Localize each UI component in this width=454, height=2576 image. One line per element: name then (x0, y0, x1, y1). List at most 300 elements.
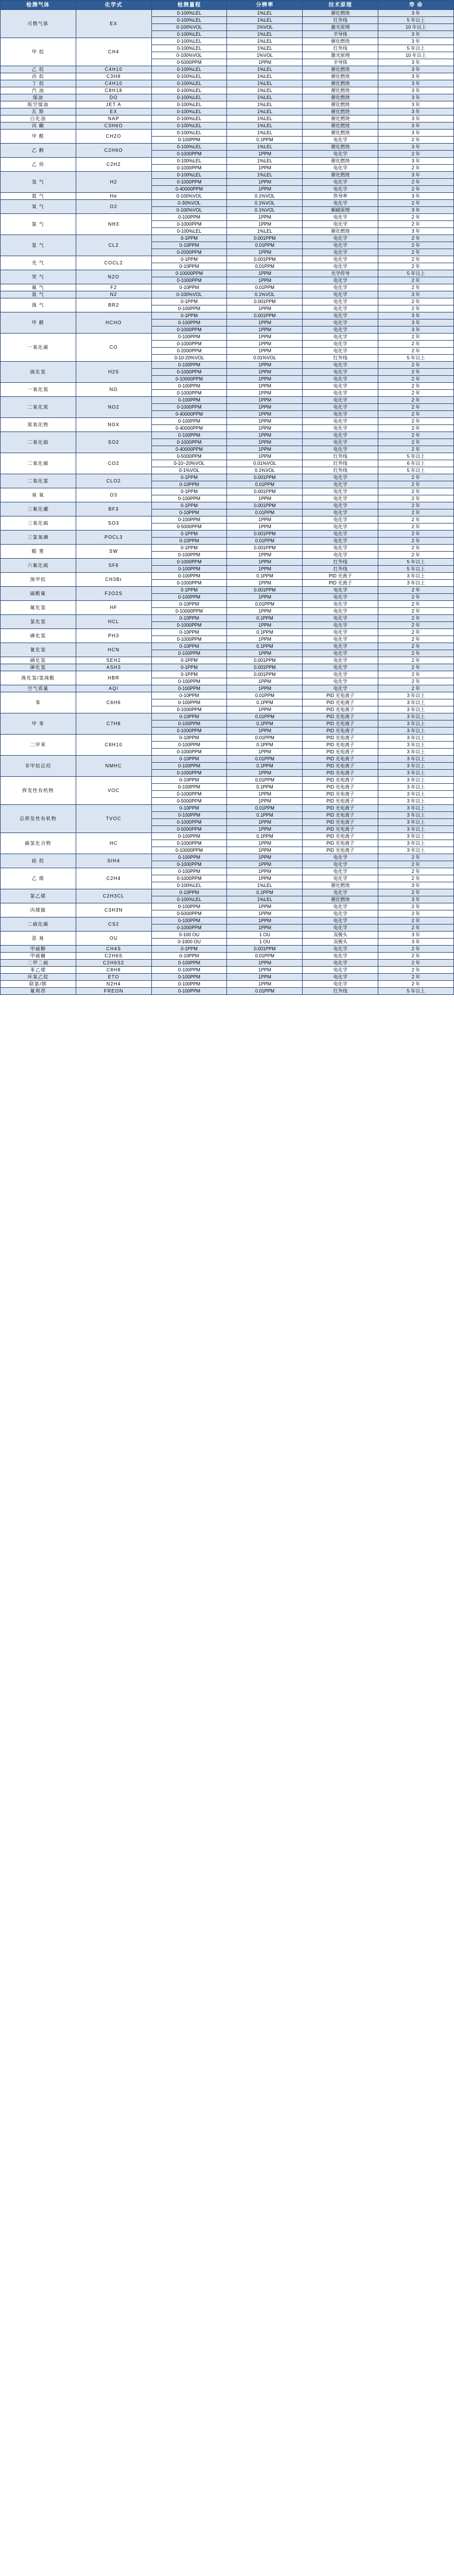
cell-lifetime: 3 年以上 (378, 791, 454, 798)
cell-resolution: 1PPM (227, 59, 303, 66)
cell-detection-range: 0-100PPM (151, 763, 227, 770)
cell-technology: 电化学 (303, 587, 378, 594)
cell-detection-range: 0-10PPM (151, 953, 227, 960)
cell-detection-range: 0-1000PPM (151, 165, 227, 172)
cell-lifetime: 2 年 (378, 235, 454, 242)
cell-detection-range: 0-5000PPM (151, 524, 227, 531)
cell-detection-range: 0-100PPM (151, 974, 227, 981)
cell-lifetime: 2 年 (378, 495, 454, 502)
cell-gas-name: 苯 (1, 692, 76, 713)
cell-detection-range: 0-1000PPM (151, 791, 227, 798)
cell-chemical-formula: C8H18 (76, 87, 151, 94)
cell-technology: 双极头 (303, 932, 378, 939)
cell-detection-range: 0-10PPM (151, 643, 227, 650)
cell-technology: 电化学 (303, 411, 378, 418)
cell-technology: PID 光离子 (303, 580, 378, 587)
cell-lifetime: 5 年以上 (378, 566, 454, 573)
table-header-row (1, 1, 454, 10)
cell-lifetime: 2 年 (378, 165, 454, 172)
cell-resolution: 1PPM (227, 847, 303, 854)
cell-resolution: 1PPM (227, 186, 303, 193)
cell-resolution: 1PPM (227, 516, 303, 524)
cell-lifetime: 2 年 (378, 524, 454, 531)
cell-detection-range: 0-10PPM (151, 777, 227, 784)
cell-detection-range: 0-100PPM (151, 650, 227, 657)
cell-resolution: 1%LEL (227, 73, 303, 80)
cell-resolution: 0.1%VOL (227, 193, 303, 200)
cell-detection-range: 0-1PPM (151, 664, 227, 671)
cell-resolution: 1%LEL (227, 228, 303, 235)
cell-resolution: 0.1PPM (227, 742, 303, 749)
cell-resolution: 0.01PPM (227, 263, 303, 270)
cell-detection-range: 0-10PPM (151, 692, 227, 699)
cell-technology: 电化学 (303, 538, 378, 545)
cell-lifetime: 3 年 (378, 327, 454, 334)
cell-technology: 光学传导 (303, 270, 378, 277)
cell-resolution: 1PPM (227, 854, 303, 861)
cell-chemical-formula: NOX (76, 418, 151, 432)
table-row (1, 713, 454, 721)
table-row (1, 453, 454, 460)
cell-gas-name: 二氧化氮 (1, 397, 76, 418)
cell-detection-range: 0-10PPM (151, 713, 227, 721)
cell-lifetime: 2 年 (378, 284, 454, 291)
cell-resolution: 0.1PPM (227, 833, 303, 840)
cell-lifetime: 2 年 (378, 861, 454, 868)
cell-chemical-formula: O3 (76, 488, 151, 502)
cell-gas-name: 溴化氢/氢溴酸 (1, 671, 76, 685)
table-row (1, 235, 454, 242)
cell-lifetime: 2 年 (378, 397, 454, 404)
cell-lifetime: 2 年 (378, 137, 454, 144)
table-row (1, 334, 454, 341)
cell-lifetime: 3 年以上 (378, 833, 454, 840)
cell-technology: 电化学 (303, 516, 378, 524)
cell-resolution: 1PPM (227, 439, 303, 446)
cell-lifetime: 3 年 (378, 38, 454, 45)
cell-resolution: 1%LEL (227, 31, 303, 38)
cell-lifetime: 3 年以上 (378, 826, 454, 833)
cell-detection-range: 0-100%LEL (151, 10, 227, 17)
cell-detection-range: 0-100PPM (151, 981, 227, 988)
cell-resolution: 0.01PPM (227, 713, 303, 721)
cell-detection-range: 0-1000PPM (151, 622, 227, 629)
cell-lifetime: 6 年以上 (378, 460, 454, 467)
cell-detection-range: 0-5000PPM (151, 453, 227, 460)
cell-resolution: 1%LEL (227, 158, 303, 165)
cell-chemical-formula: F2 (76, 284, 151, 291)
cell-resolution: 1%LEL (227, 144, 303, 151)
table-row (1, 101, 454, 108)
cell-lifetime: 3 年以上 (378, 580, 454, 587)
cell-gas-name: 总挥发性有机物 (1, 805, 76, 833)
cell-technology: 红外线 (303, 467, 378, 474)
cell-lifetime: 2 年 (378, 622, 454, 629)
cell-resolution: 1PPM (227, 277, 303, 284)
cell-technology: 催化燃烧 (303, 87, 378, 94)
cell-detection-range: 0-1000PPM (151, 840, 227, 847)
cell-gas-name: 航空煤油 (1, 101, 76, 108)
cell-chemical-formula: CH3Br (76, 573, 151, 587)
cell-lifetime: 2 年 (378, 953, 454, 960)
cell-chemical-formula: NH3 (76, 214, 151, 235)
cell-resolution: 1PPM (227, 221, 303, 228)
cell-lifetime: 3 年以上 (378, 805, 454, 812)
cell-lifetime: 3 年 (378, 10, 454, 17)
cell-gas-name: 恶 臭 (1, 932, 76, 946)
cell-detection-range: 0-100%LEL (151, 130, 227, 137)
cell-lifetime: 2 年 (378, 263, 454, 270)
cell-gas-name: 丁 烷 (1, 80, 76, 87)
cell-detection-range: 0-10-20%VOL (151, 355, 227, 362)
cell-technology: 电化学 (303, 622, 378, 629)
cell-detection-range: 0-10000PPM (151, 376, 227, 383)
cell-lifetime: 5 年以上 (378, 355, 454, 362)
cell-resolution: 1PPM (227, 608, 303, 615)
table-row (1, 108, 454, 115)
cell-resolution: 1PPM (227, 446, 303, 453)
cell-technology: 半导体 (303, 31, 378, 38)
cell-resolution: 1PPM (227, 418, 303, 425)
cell-lifetime: 2 年 (378, 439, 454, 446)
cell-technology: 催化燃烧 (303, 123, 378, 130)
cell-lifetime: 3 年 (378, 207, 454, 214)
cell-detection-range: 0-5000PPM (151, 826, 227, 833)
cell-detection-range: 0-1000PPM (151, 341, 227, 348)
cell-technology: 热导率 (303, 193, 378, 200)
cell-lifetime: 3 年以上 (378, 749, 454, 756)
cell-detection-range: 0-100PPM (151, 566, 227, 573)
cell-detection-range: 0-100%LEL (151, 31, 227, 38)
table-row (1, 777, 454, 784)
cell-gas-name: 乙 烯 (1, 868, 76, 889)
cell-chemical-formula: C7H8 (76, 713, 151, 735)
cell-chemical-formula: C2H2 (76, 158, 151, 172)
cell-detection-range: 0-1000PPM (151, 327, 227, 334)
cell-technology: 电化学 (303, 151, 378, 158)
cell-detection-range: 0-1PPM (151, 502, 227, 509)
cell-detection-range: 0-100PPM (151, 967, 227, 974)
cell-detection-range: 0-100PPM (151, 685, 227, 692)
cell-detection-range: 0-10PPM (151, 284, 227, 291)
cell-resolution: 1PPM (227, 960, 303, 967)
cell-chemical-formula: C2H4 (76, 868, 151, 889)
cell-detection-range: 0-10PPM (151, 629, 227, 636)
cell-technology: 电化学 (303, 960, 378, 967)
table-row (1, 756, 454, 763)
table-row (1, 932, 454, 939)
cell-technology: 电化学 (303, 390, 378, 397)
cell-detection-range: 0-10PPM (151, 889, 227, 896)
cell-lifetime: 2 年 (378, 601, 454, 608)
table-row (1, 87, 454, 94)
cell-chemical-formula: EX (76, 108, 151, 115)
table-row (1, 516, 454, 524)
cell-lifetime: 2 年 (378, 334, 454, 341)
cell-technology: 电化学 (303, 369, 378, 376)
cell-gas-name: 汽 油 (1, 87, 76, 94)
table-body (1, 10, 454, 995)
cell-lifetime: 2 年 (378, 636, 454, 643)
column-header-range: 检测量程 (151, 1, 227, 10)
cell-lifetime: 3 年 (378, 31, 454, 38)
table-row (1, 115, 454, 123)
cell-detection-range: 0-2000PPM (151, 348, 227, 355)
cell-lifetime: 3 年以上 (378, 777, 454, 784)
cell-detection-range: 0-5000PPM (151, 910, 227, 917)
cell-chemical-formula: CH4S (76, 946, 151, 953)
cell-gas-name: 氟化氢 (1, 601, 76, 615)
cell-technology: 电化学 (303, 615, 378, 622)
cell-detection-range: 0-1000 OU (151, 939, 227, 946)
cell-gas-name: 三氧化硫 (1, 516, 76, 531)
cell-detection-range: 0-100%LEL (151, 66, 227, 73)
cell-technology: PID 光电离子 (303, 728, 378, 735)
cell-resolution: 1PPM (227, 362, 303, 369)
cell-technology: PID 光电离子 (303, 735, 378, 742)
cell-lifetime: 3 年 (378, 87, 454, 94)
cell-resolution: 1PPM (227, 404, 303, 411)
cell-chemical-formula: F2O2S (76, 587, 151, 601)
cell-lifetime: 2 年 (378, 910, 454, 917)
cell-detection-range: 0-10PPM (151, 538, 227, 545)
cell-lifetime: 3 年以上 (378, 721, 454, 728)
cell-lifetime: 2 年 (378, 925, 454, 932)
cell-resolution: 1PPM (227, 524, 303, 531)
cell-resolution: 0.001PPM (227, 664, 303, 671)
cell-resolution: 1%LEL (227, 101, 303, 108)
cell-detection-range: 0-100PPM (151, 742, 227, 749)
cell-resolution: 1%VOL (227, 24, 303, 31)
cell-resolution: 1%VOL (227, 52, 303, 59)
cell-technology: PID 光电离子 (303, 706, 378, 713)
cell-technology: 电化学 (303, 214, 378, 221)
cell-technology: 电化学 (303, 298, 378, 305)
cell-lifetime: 2 年 (378, 383, 454, 390)
cell-resolution: 1%LEL (227, 94, 303, 101)
cell-detection-range: 0-1PPM (151, 587, 227, 594)
cell-chemical-formula: FREON (76, 988, 151, 995)
cell-technology: 电化学 (303, 608, 378, 615)
cell-resolution: 1PPM (227, 249, 303, 256)
cell-detection-range: 0-100PPM (151, 397, 227, 404)
cell-gas-name: 二硫化碳 (1, 917, 76, 932)
cell-detection-range: 0-1000PPM (151, 277, 227, 284)
cell-chemical-formula: C2H6S (76, 953, 151, 960)
cell-lifetime: 2 年 (378, 608, 454, 615)
cell-chemical-formula: SEH2 (76, 657, 151, 664)
cell-resolution: 1PPM (227, 383, 303, 390)
cell-technology: 电化学 (303, 263, 378, 270)
cell-lifetime: 3 年 (378, 115, 454, 123)
cell-technology: 电化学 (303, 601, 378, 608)
cell-resolution: 1PPM (227, 678, 303, 685)
cell-technology: 电化学 (303, 256, 378, 263)
cell-lifetime: 3 年以上 (378, 770, 454, 777)
cell-lifetime: 2 年 (378, 657, 454, 664)
cell-lifetime: 2 年 (378, 685, 454, 692)
cell-resolution: 1PPM (227, 453, 303, 460)
cell-chemical-formula: NAP (76, 115, 151, 123)
column-header-lifetime: 寿 命 (378, 1, 454, 10)
cell-gas-name: 碳氢化合物 (1, 833, 76, 854)
cell-detection-range: 0-100PPM (151, 362, 227, 369)
cell-detection-range: 0-100PPM (151, 833, 227, 840)
cell-detection-range: 0-100%LEL (151, 87, 227, 94)
cell-gas-name: 三氯氧磷 (1, 531, 76, 545)
cell-technology: 电化学 (303, 495, 378, 502)
cell-gas-name: 乙 炔 (1, 158, 76, 172)
cell-technology: 电化学 (303, 284, 378, 291)
cell-detection-range: 0-100PPM (151, 594, 227, 601)
cell-detection-range: 0-100%VOL (151, 291, 227, 298)
cell-chemical-formula: HC (76, 833, 151, 854)
cell-chemical-formula: HBR (76, 671, 151, 685)
table-row (1, 66, 454, 73)
cell-technology: 电化学 (303, 348, 378, 355)
cell-technology: 电化学 (303, 397, 378, 404)
cell-resolution: 0.01PPM (227, 509, 303, 516)
cell-resolution: 0.01PPM (227, 953, 303, 960)
cell-technology: 电化学 (303, 418, 378, 425)
cell-resolution: 1PPM (227, 432, 303, 439)
cell-lifetime: 3 年以上 (378, 692, 454, 699)
cell-gas-name: 空气质量 (1, 685, 76, 692)
cell-chemical-formula: C3H3N (76, 903, 151, 917)
cell-lifetime: 5 年以上 (378, 270, 454, 277)
cell-lifetime: 3 年以上 (378, 706, 454, 713)
cell-gas-name: 甲 醛 (1, 130, 76, 144)
cell-resolution: 1%LEL (227, 38, 303, 45)
cell-detection-range: 0-100PPM (151, 854, 227, 861)
cell-resolution: 1PPM (227, 320, 303, 327)
table-row (1, 531, 454, 538)
cell-lifetime: 3 年以上 (378, 784, 454, 791)
cell-gas-name: 白化油 (1, 115, 76, 123)
cell-technology: 电化学 (303, 502, 378, 509)
cell-gas-name: 挥发性有机物 (1, 777, 76, 805)
cell-technology: 双极头 (303, 939, 378, 946)
table-row (1, 981, 454, 988)
cell-gas-name: 乙 烷 (1, 66, 76, 73)
cell-resolution: 1PPM (227, 341, 303, 348)
cell-detection-range: 0-100PPM (151, 432, 227, 439)
cell-gas-name: 氧 气 (1, 200, 76, 214)
cell-technology: 催化燃烧 (303, 228, 378, 235)
cell-chemical-formula: HCN (76, 643, 151, 657)
cell-gas-name: 硒化氢 (1, 657, 76, 664)
cell-resolution: 0.01PPM (227, 481, 303, 488)
cell-technology: 电化学 (303, 629, 378, 636)
cell-resolution: 1PPM (227, 706, 303, 713)
cell-technology: 电化学 (303, 481, 378, 488)
column-header-formula: 化学式 (76, 1, 151, 10)
table-row (1, 144, 454, 151)
cell-resolution: 1PPM (227, 791, 303, 798)
cell-detection-range: 0-1000PPM (151, 369, 227, 376)
cell-lifetime: 3 年 (378, 228, 454, 235)
cell-chemical-formula: NMHC (76, 756, 151, 777)
cell-lifetime: 2 年 (378, 917, 454, 925)
cell-lifetime: 2 年 (378, 298, 454, 305)
cell-technology: 催化燃烧 (303, 144, 378, 151)
cell-lifetime: 3 年以上 (378, 573, 454, 580)
cell-chemical-formula: C4H10 (76, 80, 151, 87)
table-row (1, 284, 454, 291)
cell-technology: 电化学 (303, 291, 378, 298)
cell-detection-range: 0-100%LEL (151, 94, 227, 101)
cell-technology: 催化燃烧 (303, 172, 378, 179)
table-row (1, 946, 454, 953)
cell-detection-range: 0-10PPM (151, 735, 227, 742)
cell-technology: PID 光电离子 (303, 826, 378, 833)
table-row (1, 833, 454, 840)
table-row (1, 291, 454, 298)
cell-lifetime: 3 年以上 (378, 840, 454, 847)
cell-gas-name: 硫化氢 (1, 362, 76, 383)
cell-detection-range: 0-100PPM (151, 573, 227, 580)
cell-resolution: 1PPM (227, 981, 303, 988)
cell-technology: PID 光电离子 (303, 756, 378, 763)
cell-lifetime: 2 年 (378, 650, 454, 657)
cell-detection-range: 0-5000PPM (151, 59, 227, 66)
cell-resolution: 1PPM (227, 925, 303, 932)
cell-detection-range: 0-5000PPM (151, 798, 227, 805)
cell-lifetime: 2 年 (378, 875, 454, 882)
cell-detection-range: 0-1000PPM (151, 439, 227, 446)
cell-lifetime: 2 年 (378, 179, 454, 186)
cell-detection-range: 0-1000PPM (151, 819, 227, 826)
cell-lifetime: 3 年以上 (378, 756, 454, 763)
cell-technology: PID 光电离子 (303, 847, 378, 854)
cell-technology: PID 光电离子 (303, 819, 378, 826)
cell-lifetime: 2 年 (378, 538, 454, 545)
cell-chemical-formula: NO2 (76, 397, 151, 418)
cell-gas-name: 酸 雾 (1, 545, 76, 559)
table-row (1, 298, 454, 305)
cell-lifetime: 5 年以上 (378, 17, 454, 24)
cell-detection-range: 0-10PPM (151, 756, 227, 763)
cell-detection-range: 0-100%VOL (151, 24, 227, 31)
cell-gas-name: 光 气 (1, 256, 76, 270)
cell-resolution: 1%LEL (227, 896, 303, 903)
cell-chemical-formula: SIH4 (76, 854, 151, 868)
cell-gas-name: 一氧化碳 (1, 334, 76, 362)
cell-detection-range: 0-100%LEL (151, 45, 227, 52)
cell-technology: PID 光电离子 (303, 777, 378, 784)
cell-gas-name: 三氟化硼 (1, 502, 76, 516)
cell-lifetime: 3 年 (378, 144, 454, 151)
cell-lifetime: 3 年 (378, 73, 454, 80)
cell-resolution: 1PPM (227, 559, 303, 566)
cell-detection-range: 0-1000PPM (151, 875, 227, 882)
cell-detection-range: 0-100%LEL (151, 73, 227, 80)
cell-lifetime: 2 年 (378, 474, 454, 481)
cell-chemical-formula: H2 (76, 172, 151, 193)
cell-resolution: 1PPM (227, 305, 303, 312)
cell-detection-range: 0-100%LEL (151, 80, 227, 87)
cell-resolution: 0.01PPM (227, 538, 303, 545)
cell-chemical-formula: C3H8 (76, 73, 151, 80)
cell-lifetime: 3 年 (378, 108, 454, 115)
cell-lifetime: 2 年 (378, 481, 454, 488)
cell-resolution: 1%LEL (227, 80, 303, 87)
cell-lifetime: 2 年 (378, 967, 454, 974)
cell-chemical-formula: BR2 (76, 298, 151, 312)
cell-technology: 催化燃烧 (303, 130, 378, 137)
cell-resolution: 0.01PPM (227, 988, 303, 995)
gas-sensor-table (0, 0, 454, 995)
